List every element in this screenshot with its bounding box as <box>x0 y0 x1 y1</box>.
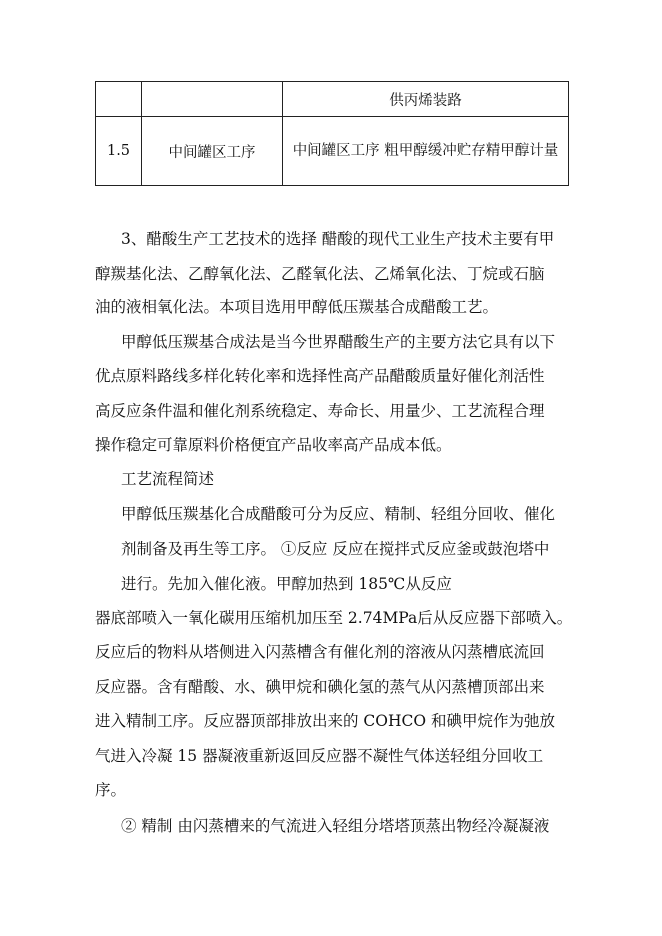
text-line: 气进入冷凝 15 器凝液重新返回反应器不凝性气体送轻组分回收工 <box>95 747 544 765</box>
process-desc-cell: 供丙烯装路 <box>283 82 569 117</box>
text-line: 高反应条件温和催化剂系统稳定、寿命长、用量少、工艺流程合理 <box>95 402 545 420</box>
text-line: ② 精制 由闪蒸槽来的气流进入轻组分塔塔顶蒸出物经冷凝凝液 <box>121 817 550 835</box>
text-line: 反应器。含有醋酸、水、碘甲烷和碘化氢的蒸气从闪蒸槽顶部出来 <box>95 678 545 696</box>
text-line: 序。 <box>95 781 127 799</box>
section-heading: 工艺流程简述 <box>121 470 215 488</box>
process-table <box>95 81 569 186</box>
text-line: 反应后的物料从塔侧进入闪蒸槽含有催化剂的溶液从闪蒸槽底流回 <box>95 643 545 661</box>
text-line: 优点原料路线多样化转化率和选择性高产品醋酸质量好催化剂活性 <box>95 367 545 385</box>
text-line: 甲醇低压羰基合成法是当今世界醋酸生产的主要方法它具有以下 <box>121 333 556 351</box>
process-desc-cell: 中间罐区工序 粗甲醇缓冲贮存精甲醇计量 <box>283 117 569 186</box>
text-line: 进入精制工序。反应器顶部排放出来的 COHCO 和碘甲烷作为弛放 <box>95 712 556 730</box>
text-line: 油的液相氧化法。本项目选用甲醇低压羰基合成醋酸工艺。 <box>95 298 499 316</box>
text-line: 器底部喷入一氧化碳用压缩机加压至 2.74MPa后从反应器下部喷入。 <box>95 609 573 627</box>
text-line: 进行。先加入催化液。甲醇加热到 185℃从反应 <box>121 575 452 593</box>
table-row <box>96 117 569 186</box>
text-line: 甲醇低压羰基化合成醋酸可分为反应、精制、轻组分回收、催化 <box>121 505 556 523</box>
text-line: 操作稳定可靠原料价格便宜产品收率高产品成本低。 <box>95 436 452 454</box>
process-name-cell: 中间罐区工序 <box>142 117 283 186</box>
row-number-cell: 1.5 <box>96 117 142 186</box>
text-line: 醇羰基化法、乙醇氧化法、乙醛氧化法、乙烯氧化法、丁烷或石脑 <box>95 265 545 283</box>
text-line: 3、醋酸生产工艺技术的选择 醋酸的现代工业生产技术主要有甲 <box>121 230 555 248</box>
table-row <box>96 82 569 117</box>
text-line: 剂制备及再生等工序。 ①反应 反应在搅拌式反应釜或鼓泡塔中 <box>121 540 550 558</box>
process-name-cell <box>142 82 283 117</box>
row-number-cell <box>96 82 142 117</box>
